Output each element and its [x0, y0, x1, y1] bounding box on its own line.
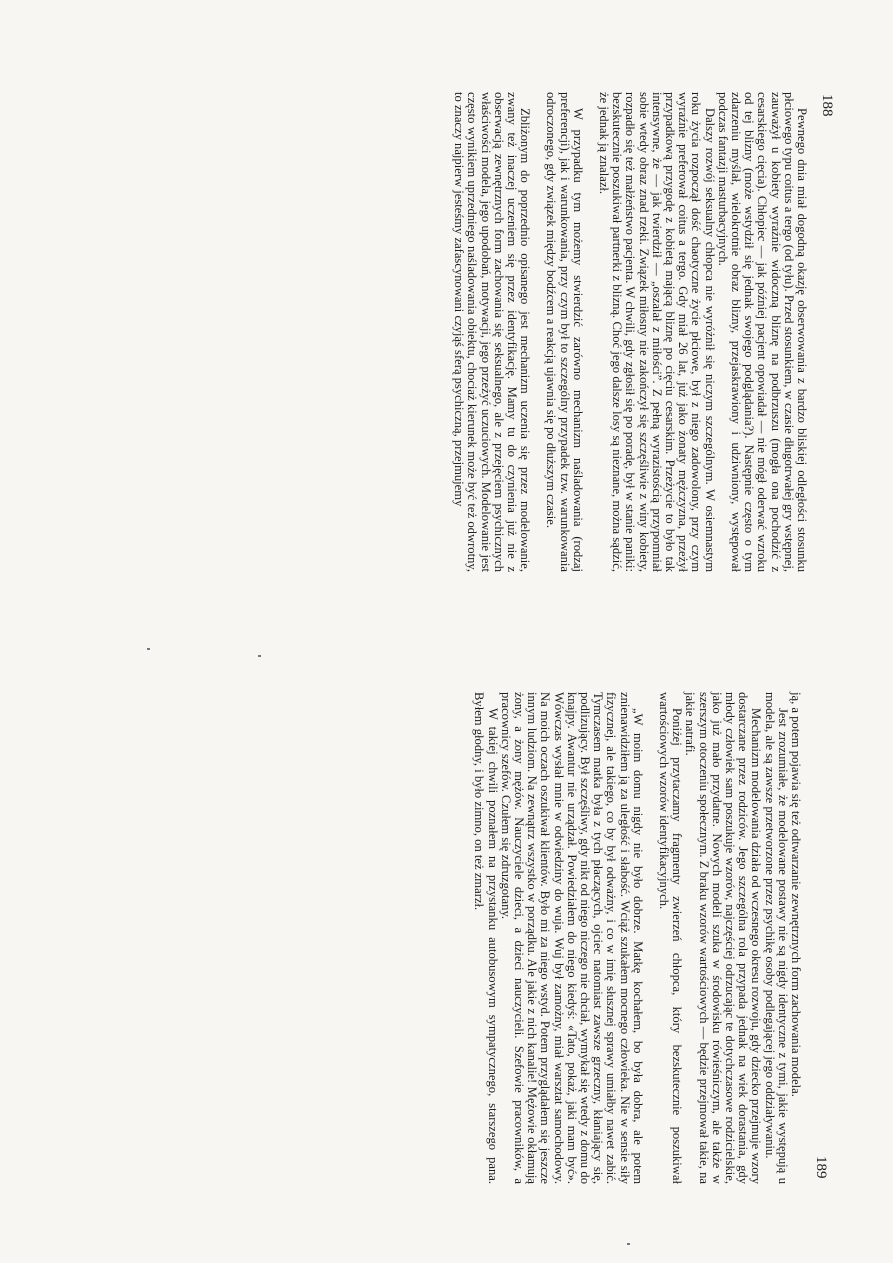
right-paragraph-1: ją, a potem pojawia się też odtwarzanie zewnętrznych form zachowania modela.	[789, 692, 803, 1097]
scan-speck	[147, 648, 150, 650]
left-paragraph-4: Zbliżonym do poprzednio opisanego jest mechanizm uczenia się przez modelowanie, zwany też inaczej uczeniem się przez identyfikację. Mamy tu do czynienia już nie z obserwacją zewnętrznych form zachowania się seksualnego, ale z przejęciem psychicznych właściwości modela, jego upodobań, motywacji, jego przeżyć uczuciowych. Modelowanie jest często wynikiem uprzedniego naśladowania obiektu, chociaż kierunek może być też odwrotny, to znaczy najpierw jesteśmy zafascynowani czyjąś sferą psychiczną, przejmujemy	[452, 92, 533, 572]
left-paragraph-1: Pewnego dnia miał dogodną okazję obserwowania z bardzo bliskiej odległości stosunku płciowego typu coitus a tergo (od tyłu). Przed stosunkiem, w czasie długotrwałej gry wstępnej, zauważył u kobiety wyraźnie widoczną bliznę na podbrzuszu (mogła ona pochodzić z cesarskiego cięcia). Chłopiec — jak później pacjent opowiadał — nie mógł oderwać wzroku od tej blizny (może wstydził się jednak swojego podglądania?). Następnie często o tym zdarzeniu myślał, wielokrotnie obraz blizny, przejaskrawiony i udziwniony, występował podczas fantazji masturbacyjnych.	[715, 92, 809, 572]
right-paragraph-2: Jest zrozumiałe, że modelowane postawy nie są nigdy identyczne z tymi, jakie występują u modela, ale są zawsze przetworzone przez psychikę osoby podlegającej jego oddziaływaniu.	[762, 692, 790, 1184]
left-paragraph-2: Dalszy rozwój seksualny chłopca nie wyróżnił się niczym szczególnym. W osiemnastym roku życia rozpoczął dość chaotyczne życie płciowe, był z niego zadowolony, przy czym wyraźnie preferował coitus a tergo. Gdy miał 26 lat, już jako żonaty mężczyzna, przeżył przypadkową przygodę z kobietą mającą bliznę po cięciu cesarskim. Przeżycie to było tak intensywne, że — jak twierdził — „oszalał z miłości”. Z pełną wyrazistością przypomniał sobie wtedy obraz znad rzeki. Związek miłosny nie zakończył się szczęśliwie z winy kobiety, rozpadło się też małżeństwo pacjenta. W chwili, gdy zgłosił się po poradę, był w stanie paniki: bezskutecznie poszukiwał partnerki z blizną. Choć jego dalsze losy są nieznane, można sądzić, że jednak ją znalazł.	[596, 92, 717, 572]
right-paragraph-3: Mechanizm modelowania działa od wczesnego okresu rozwoju, gdy dziecko przejmuje wzory dostarczane przez rodziców. Jego szczególna rola przypada jednak na wiek dorastania, gdy młody człowiek sam poszukuje wzorów, najczęściej odrzucając te dotychczasowe rodzicielskie, jako już mało przydatne. Nowych modeli szuka w środowisku rówieśniczym, ale także w szerszym otoczeniu społecznym. Z braku wzorów wartościowych — będzie przejmował takie, na jakie natrafi.	[683, 692, 764, 1184]
right-paragraph-6: W takiej chwili poznałem na przystanku autobusowym sympatycznego, starszego pana. Byłem głodny, i było zimno, on też zmarzł.	[472, 692, 500, 1184]
right-paragraph-4: Poniżej przytaczamy fragmenty zwierzeń chłopca, który bezskutecznie poszukiwał wartościowych wzorów identyfikacyjnych.	[656, 692, 685, 1184]
right-paragraph-5: „W moim domu nigdy nie było dobrze. Matkę kochałem, bo była dobra, ale potem znienawidziłem ją za uległość i słabość. Wciąż szukałem mocnego człowieka. Nie w sensie siły fizycznej, ale takiego, co by był odważny, i co w imię słusznej sprawy umiałby nawet zabić. Tymczasem matka była z tych płaczących, ojciec natomiast zawsze grzeczny, kłaniający się, podlizujący. Był szczęśliwy, gdy nikt od niego niczego nie chciał, wymykał się wtedy z domu do knajpy. Awantur nie urządzał. Powiedziałem do niego kiedyś: «Tato, pokaż, jaki mam być». Wówczas wysłał mnie w odwiedziny do wuja. Wuj był zamożny, miał warsztat samochodowy. Na moich oczach oszukiwał klientów. Było mi za niego wstyd. Potem przyglądałem się jeszcze innym ludziom. Na zewnątrz wszystko w porządku. Ale jakie z nich kanalie! Mężowie okłamują żony, a żony mężów. Nauczyciele dzieci, a dzieci nauczycieli. Szefowie pracowników, a pracownicy szefów. Czułem się zdruzgotany.	[498, 692, 645, 1184]
right-page-text	[472, 692, 802, 1184]
page-number-right: 189	[813, 1156, 829, 1179]
page-number-left: 188	[819, 94, 835, 117]
left-page-text	[452, 92, 808, 572]
left-paragraph-3: W przypadku tym możemy stwierdzić zarówno mechanizm naśladowania (rodzaj preferencji), jak i warunkowania, przy czym był to szczególny przypadek tzw. warunkowania odroczonego, gdy związek między bodźcem a reakcją ujawnia się po dłuższym czasie.	[544, 92, 585, 572]
scan-speck	[258, 655, 261, 657]
scan-speck	[627, 1243, 630, 1245]
